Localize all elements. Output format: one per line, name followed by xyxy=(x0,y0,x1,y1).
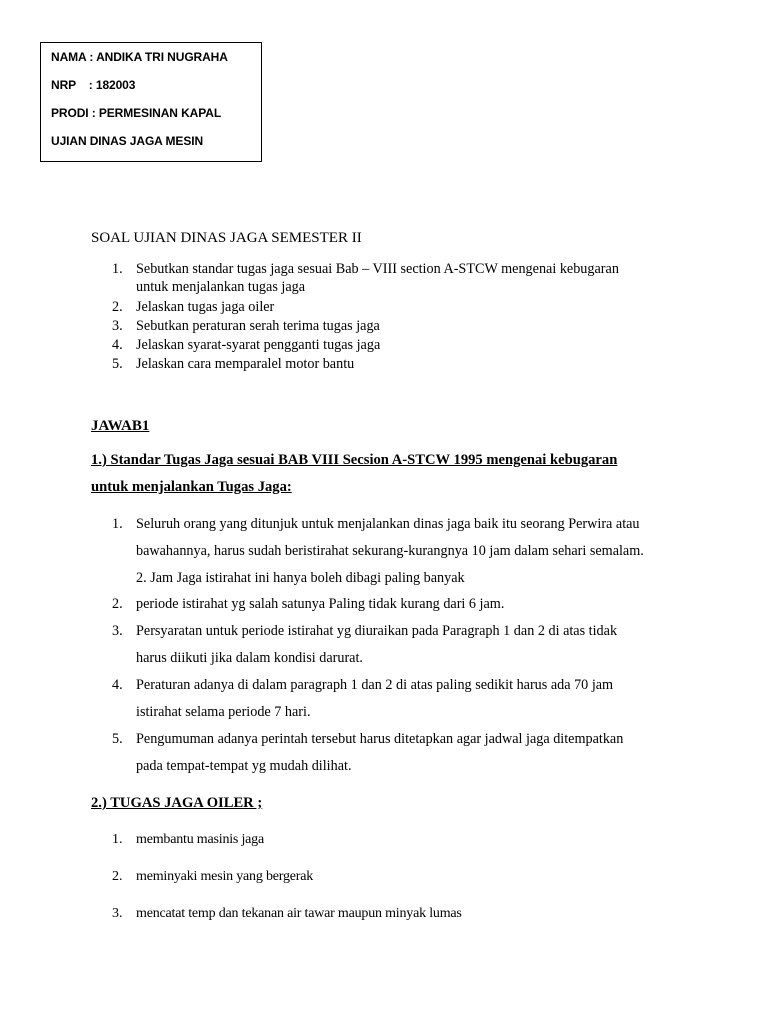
item-number: 4. xyxy=(112,337,123,353)
item-number: 1. xyxy=(112,516,123,532)
answer-label: JAWAB1 xyxy=(91,418,150,434)
item-text-continued: 2. Jam Jaga istirahat ini hanya boleh dibagi paling banyak xyxy=(136,570,465,586)
exam-name: UJIAN DINAS JAGA MESIN xyxy=(51,134,204,148)
item-number: 5. xyxy=(112,731,123,747)
item-text: Jelaskan cara memparalel motor bantu xyxy=(136,356,355,372)
item-number: 3. xyxy=(112,318,123,334)
item-text: Jelaskan tugas jaga oiler xyxy=(136,299,275,315)
item-text: Sebutkan standar tugas jaga sesuai Bab – VIII section A-STCW mengenai kebugaran xyxy=(136,261,619,277)
item-text: membantu masinis jaga xyxy=(136,832,264,847)
item-text: Jelaskan syarat-syarat pengganti tugas jaga xyxy=(136,337,381,353)
item-text: Seluruh orang yang ditunjuk untuk menjalankan dinas jaga baik itu seorang Perwira atau xyxy=(136,516,640,532)
item-text: meminyaki mesin yang bergerak xyxy=(136,869,314,884)
item-number: 5. xyxy=(112,356,123,372)
item-text-continued: istirahat selama periode 7 hari. xyxy=(136,704,311,720)
item-number: 1. xyxy=(112,832,123,847)
item-text: Pengumuman adanya perintah tersebut harus ditetapkan agar jadwal jaga ditempatkan xyxy=(136,731,624,747)
item-text: Sebutkan peraturan serah terima tugas jaga xyxy=(136,318,380,334)
item-text-continued: untuk menjalankan tugas jaga xyxy=(136,279,306,295)
item-text-continued: harus diikuti jika dalam kondisi darurat. xyxy=(136,650,363,666)
item-text: Peraturan adanya di dalam paragraph 1 dan 2 di atas paling sedikit harus ada 70 jam xyxy=(136,677,614,693)
item-text-continued: bawahannya, harus sudah beristirahat sekurang-kurangnya 10 jam dalam sehari semalam. xyxy=(136,543,644,559)
student-name: NAMA : ANDIKA TRI NUGRAHA xyxy=(51,50,228,64)
item-number: 3. xyxy=(112,623,123,639)
identity-box xyxy=(40,42,262,162)
item-text-continued: pada tempat-tempat yg mudah dilihat. xyxy=(136,758,352,774)
item-text: mencatat temp dan tekanan air tawar maupun minyak lumas xyxy=(136,906,462,921)
item-number: 3. xyxy=(112,906,123,921)
item-number: 1. xyxy=(112,261,123,277)
study-program: PRODI : PERMESINAN KAPAL xyxy=(51,106,222,120)
answer1-heading-continued: untuk menjalankan Tugas Jaga: xyxy=(91,479,292,495)
item-text: periode istirahat yg salah satunya Paling tidak kurang dari 6 jam. xyxy=(136,596,505,612)
item-number: 4. xyxy=(112,677,123,693)
item-number: 2. xyxy=(112,869,123,884)
answer2-heading: 2.) TUGAS JAGA OILER ; xyxy=(91,795,263,811)
item-number: 2. xyxy=(112,299,123,315)
item-number: 2. xyxy=(112,596,123,612)
item-text: Persyaratan untuk periode istirahat yg diuraikan pada Paragraph 1 dan 2 di atas tidak xyxy=(136,623,618,639)
questions-title: SOAL UJIAN DINAS JAGA SEMESTER II xyxy=(91,230,362,246)
answer1-heading: 1.) Standar Tugas Jaga sesuai BAB VIII Secsion A-STCW 1995 mengenai kebugaran xyxy=(91,452,618,468)
student-nrp: NRP : 182003 xyxy=(51,78,136,92)
